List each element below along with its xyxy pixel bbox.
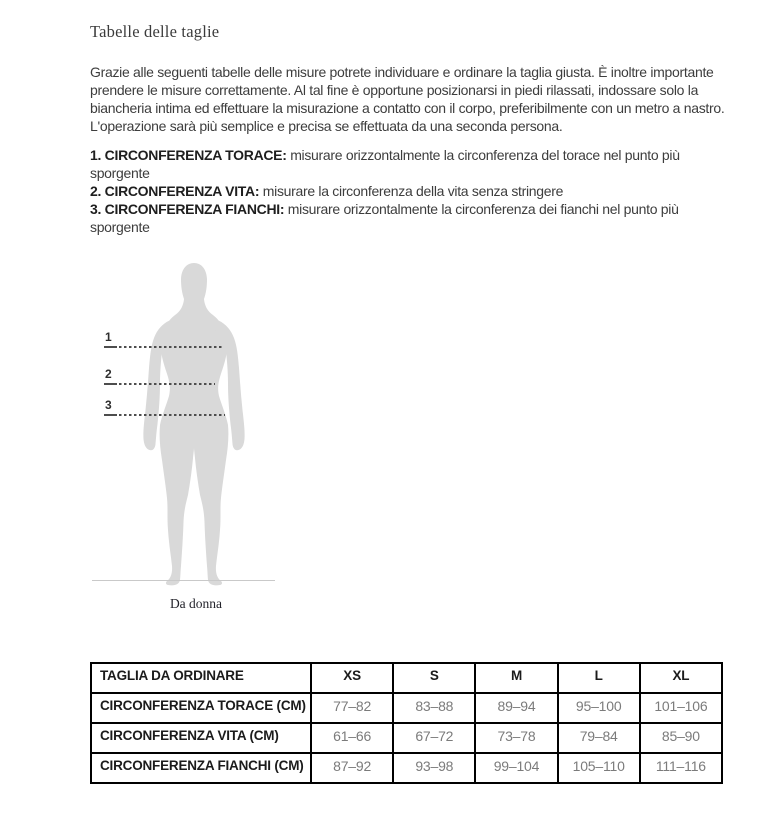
size-value: 105–110 [558,753,640,783]
size-value: 111–116 [640,753,722,783]
definition-item-torace [90,146,730,182]
size-value: 99–104 [475,753,557,783]
marker-number: 2 [105,367,112,381]
measure-marker-vita [104,367,215,385]
size-value: 85–90 [640,723,722,753]
definition-label: 2. CIRCONFERENZA VITA: [90,183,260,199]
measure-marker-torace [104,330,222,348]
size-value: 87–92 [311,753,393,783]
size-value: 67–72 [393,723,475,753]
measurement-definitions [90,146,730,236]
size-value: 93–98 [393,753,475,783]
table-header-row [91,663,722,693]
marker-number: 1 [105,330,112,344]
silhouette-body [160,263,229,585]
size-figure [90,248,723,624]
intro-paragraph: Grazie alle seguenti tabelle delle misure potrete individuare e ordinare la taglia giusta. È inoltre importante prendere le misure correttamente. Al tal fine è opportune posizionarsi in piedi rilassati, indossare solo la biancheria intima ed effettuare la misurazione a contatto con il corpo, preferibilmente con un metro a nastro. L'operazione sarà più semplice e precisa se effettuata da una seconda persona. [90,64,725,134]
size-value: 77–82 [311,693,393,723]
size-value: 79–84 [558,723,640,753]
definition-item-vita [90,182,730,200]
header-cell-s: S [393,663,475,693]
table-row-fianchi [91,753,722,783]
size-value: 101–106 [640,693,722,723]
size-value: 89–94 [475,693,557,723]
measure-line-vita [104,383,215,385]
female-silhouette-image [141,260,247,586]
ground-line [92,580,275,581]
size-value: 73–78 [475,723,557,753]
header-cell-m: M [475,663,557,693]
definition-text: misurare orizzontalmente la circonferenza dei fianchi nel punto più sporgente [90,201,679,235]
measure-line-torace [104,346,222,348]
header-cell-xl: XL [640,663,722,693]
definition-label: 1. CIRCONFERENZA TORACE: [90,147,287,163]
header-cell-taglia: TAGLIA DA ORDINARE [91,663,311,693]
measure-line-fianchi [104,414,225,416]
header-cell-xs: XS [311,663,393,693]
definition-text: misurare orizzontalmente la circonferenza del torace nel punto più sporgente [90,147,680,181]
measure-marker-fianchi [104,398,225,416]
marker-number: 3 [105,398,112,412]
size-value: 95–100 [558,693,640,723]
size-table [90,662,723,784]
definition-item-fianchi [90,200,730,236]
row-label: CIRCONFERENZA TORACE (CM) [91,693,311,723]
row-label: CIRCONFERENZA VITA (CM) [91,723,311,753]
figure-caption: Da donna [169,596,223,611]
size-value: 61–66 [311,723,393,753]
definition-label: 3. CIRCONFERENZA FIANCHI: [90,201,285,217]
page-title: Tabelle delle taglie [90,22,220,41]
table-row-torace [91,693,722,723]
header-cell-l: L [558,663,640,693]
size-value: 83–88 [393,693,475,723]
table-row-vita [91,723,722,753]
definition-text: misurare la circonferenza della vita senza stringere [262,183,564,199]
row-label: CIRCONFERENZA FIANCHI (CM) [91,753,311,783]
